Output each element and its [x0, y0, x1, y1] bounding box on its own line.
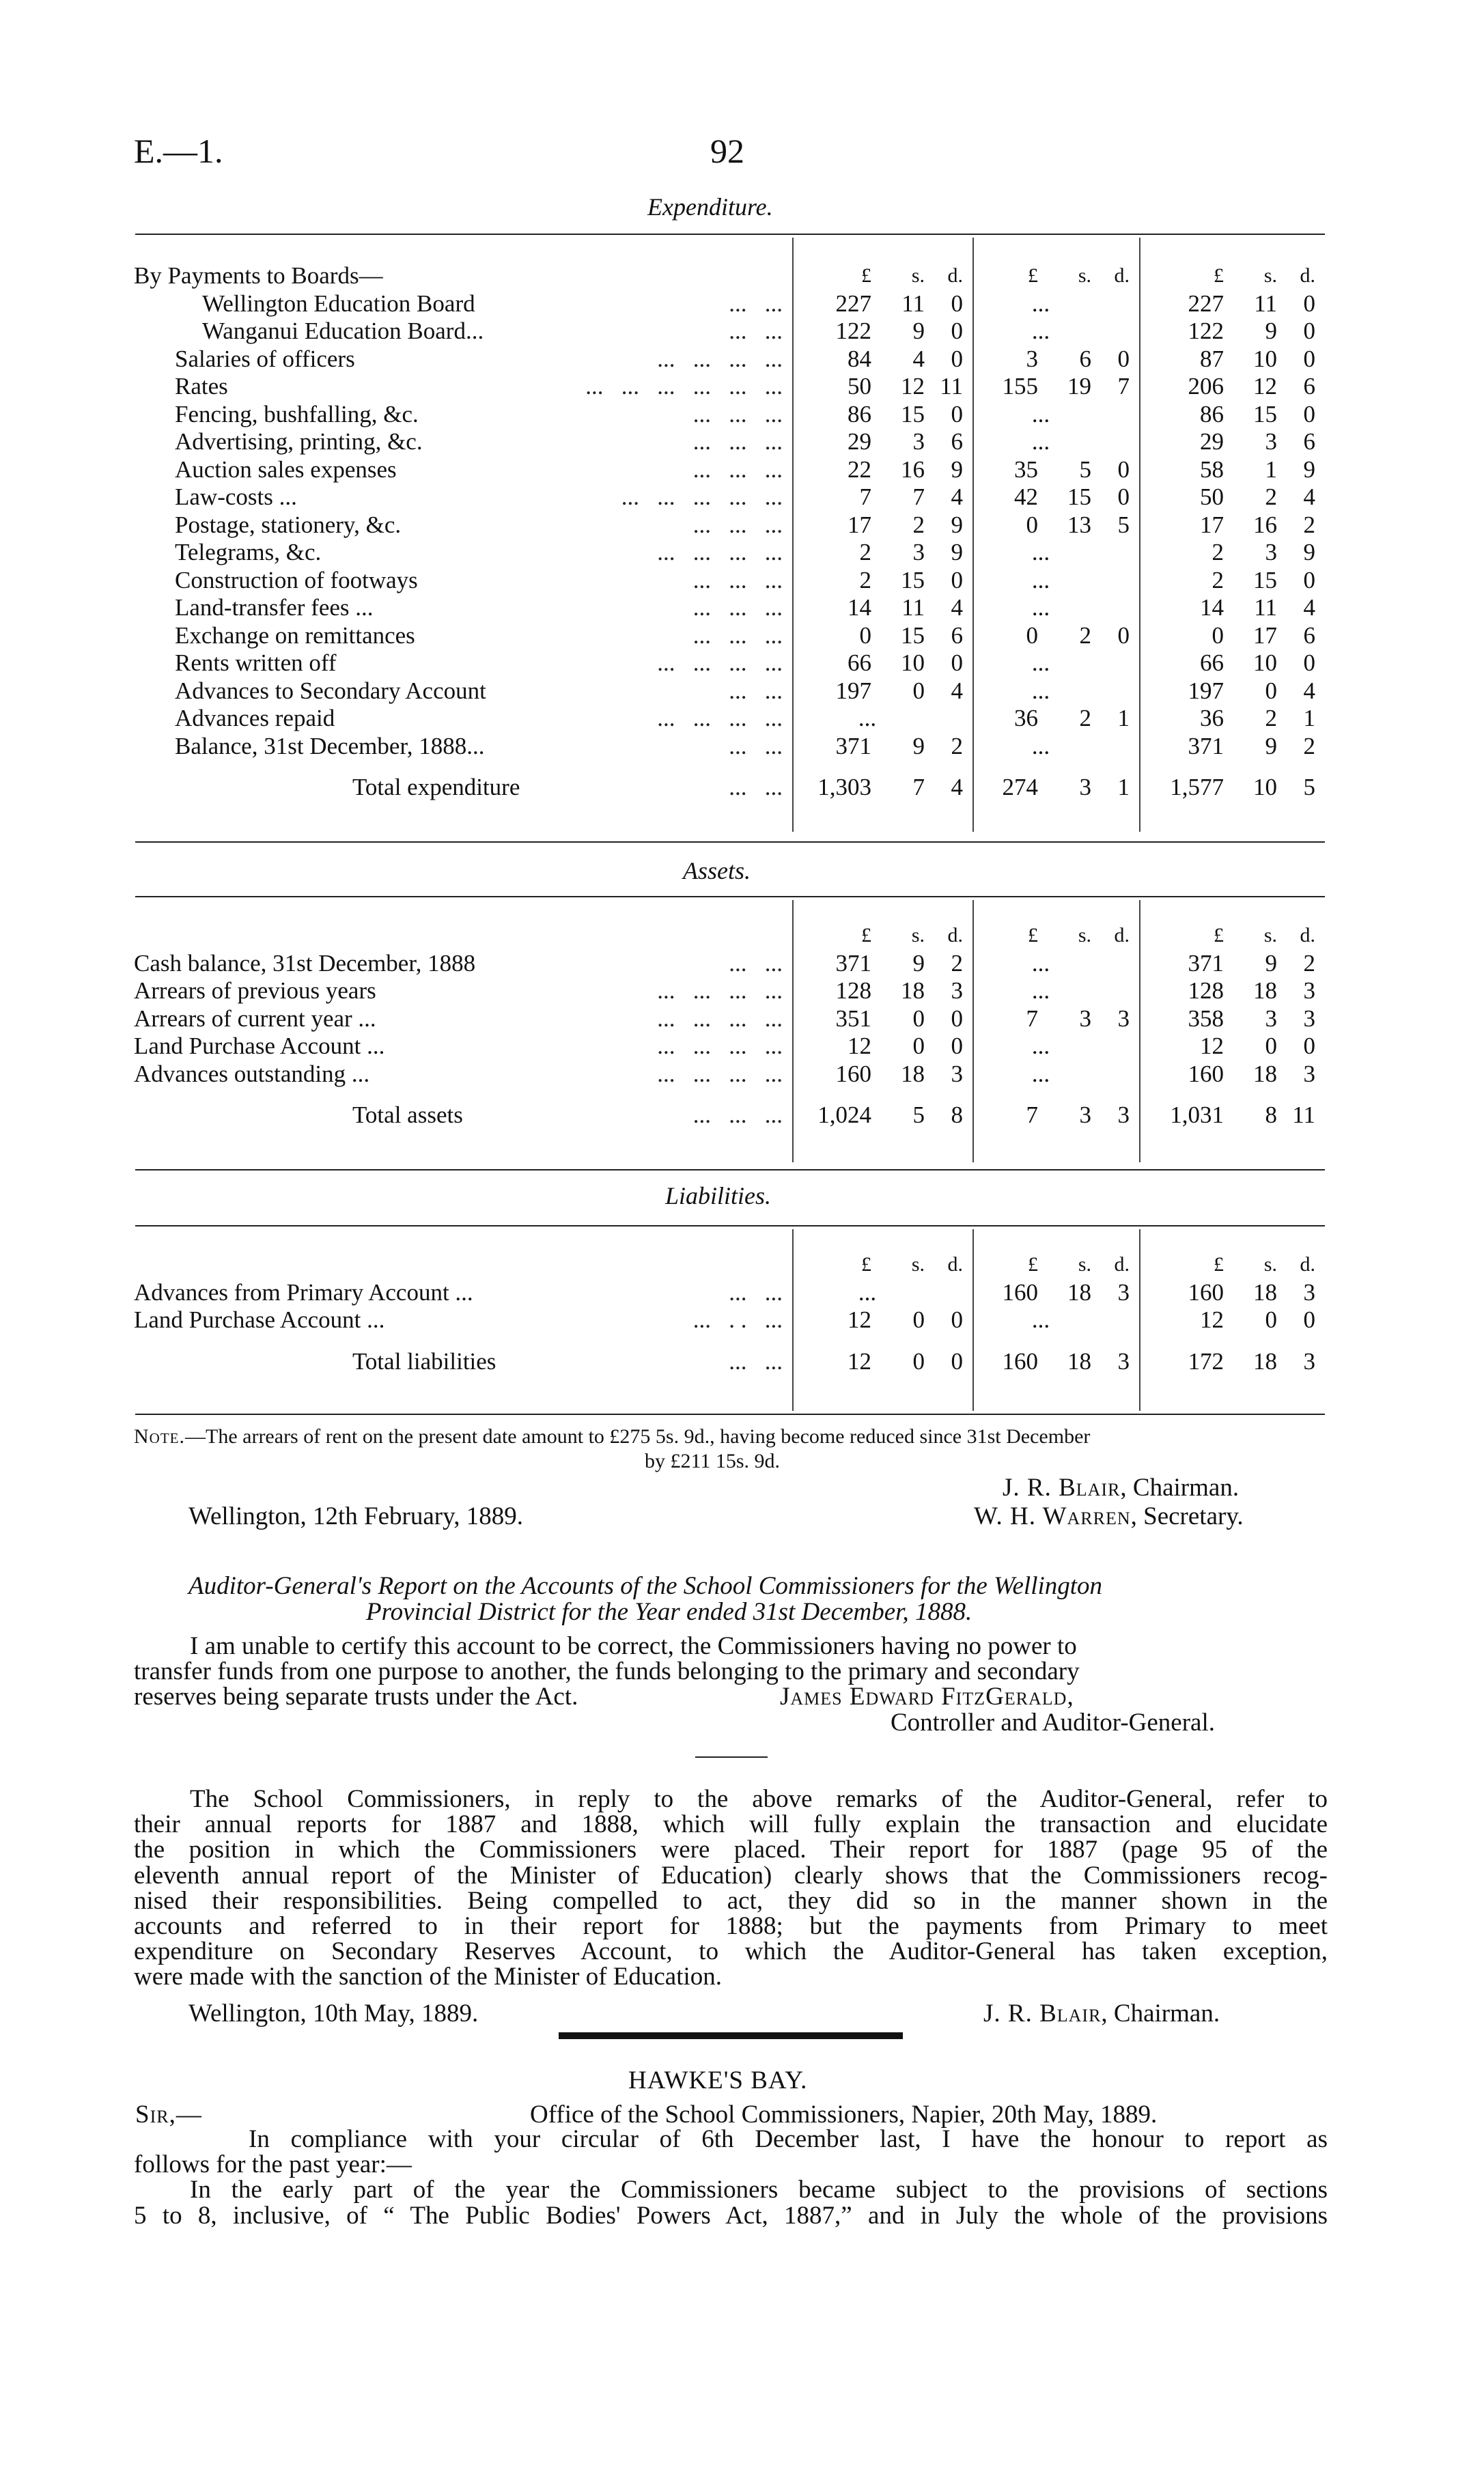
amount-cell: 122 9 0	[1188, 318, 1315, 344]
expenditure-bottom-rule	[135, 841, 1325, 843]
currency-header: £ s. d.	[1028, 1253, 1130, 1276]
row-label: Land-transfer fees ... ... ... ...	[175, 594, 783, 621]
reply-paragraph	[134, 1786, 1328, 1990]
amount-cell: 50 2 4	[1200, 483, 1315, 510]
table-row	[134, 733, 1325, 761]
total-amount-cell: 12 0 0	[848, 1347, 963, 1375]
row-label: Rates ... ... ... ... ... ...	[175, 373, 783, 399]
assets-title: Assets.	[683, 857, 751, 884]
assets-top-rule	[135, 896, 1325, 897]
paragraph-line: follows for the past year:—	[134, 2150, 412, 2179]
row-label: Balance, 31st December, 1888... ... ...	[175, 732, 783, 759]
row-label: Advances repaid ... ... ... ...	[175, 705, 783, 731]
expenditure-top-rule	[135, 234, 1325, 235]
amount-cell: 227 11 0	[835, 290, 963, 317]
row-label: Exchange on remittances ... ... ...	[175, 621, 783, 649]
amount-cell: ...	[1031, 649, 1050, 676]
row-label: Advertising, printing, &c. ... ... ...	[175, 428, 783, 455]
amount-cell: 0 15 6	[859, 621, 963, 649]
total-amount-cell: 7 3 3	[1026, 1102, 1130, 1128]
amount-cell: 35 5 0	[1014, 455, 1130, 483]
paragraph-line: The School Commissioners, in reply to the above remarks of the Auditor-General, refer to	[190, 1785, 1328, 1813]
table-row	[134, 401, 1325, 429]
column-header-row	[134, 262, 1325, 290]
table-row	[134, 1005, 1325, 1033]
table-row	[134, 1033, 1325, 1061]
paragraph-line: the position in which the Commissioners were placed. Their report for 1887 (page 95 of the	[134, 1836, 1328, 1864]
row-label: Cash balance, 31st December, 1888 ... ...	[134, 949, 783, 977]
paragraph-line: were made with the sanction of the Minister of Education.	[134, 1963, 723, 1991]
row-label: Fencing, bushfalling, &c. ... ... ...	[175, 400, 783, 427]
row-label: Advances outstanding ... ... ... ... ...	[134, 1060, 783, 1087]
amount-cell: 2 3 9	[1212, 539, 1315, 565]
amount-cell: ...	[1031, 290, 1050, 317]
table-row	[134, 428, 1325, 456]
reply-signer: J. R. Blair	[983, 2000, 1102, 2028]
paragraph-line: eleventh annual report of the Minister of Education) clearly shows that the Commissioners recog-	[134, 1861, 1328, 1890]
row-label: Land Purchase Account ... ... . . ...	[134, 1306, 783, 1333]
row-label: Advances to Secondary Account ... ...	[175, 677, 783, 704]
section-lead-label: By Payments to Boards—	[134, 262, 383, 289]
amount-cell: 358 3 3	[1188, 1005, 1315, 1032]
currency-header: £ s. d.	[861, 264, 963, 287]
table-row	[134, 622, 1325, 650]
amount-cell: 42 15 0	[1014, 483, 1130, 510]
paragraph-line: accounts and referred to in their report for 1888; but the payments from Primary to meet	[134, 1912, 1328, 1941]
liabilities-table	[134, 1251, 1325, 1389]
table-row	[134, 539, 1325, 567]
auditor-line: reserves being separate trusts under the Act.	[134, 1683, 578, 1711]
signoff-place-date: Wellington, 12th February, 1889.	[188, 1502, 523, 1530]
amount-cell: 12 0 0	[848, 1033, 963, 1059]
table-row	[134, 1061, 1325, 1089]
amount-cell: 122 9 0	[835, 318, 963, 344]
amount-cell: 50 12 11	[848, 373, 963, 399]
currency-header: £ s. d.	[861, 1253, 963, 1276]
expenditure-table	[134, 262, 1325, 815]
auditor-line: transfer funds from one purpose to another, the funds belonging to the primary and secondary	[134, 1657, 1080, 1686]
total-amount-cell: 160 18 3	[1002, 1347, 1130, 1375]
secretary-name: W. H. Warren	[974, 1502, 1131, 1530]
amount-cell: 17 2 9	[848, 511, 963, 538]
amount-cell: 14 11 4	[1200, 594, 1315, 621]
row-label: Total assets ... ... ...	[352, 1102, 783, 1128]
amount-cell: ...	[1031, 977, 1050, 1004]
footnote	[134, 1425, 1326, 1474]
amount-cell: 206 12 6	[1188, 373, 1315, 399]
chairman-name: J. R. Blair	[1003, 1474, 1121, 1502]
amount-cell: 12 0 0	[1200, 1306, 1315, 1333]
reply-signer-title: , Chairman.	[1101, 2000, 1220, 2028]
amount-cell: ...	[1031, 1306, 1050, 1333]
reply-signature	[983, 2001, 1220, 2026]
amount-cell: 155 19 7	[1002, 373, 1130, 399]
table-row	[134, 677, 1325, 705]
column-header-row	[134, 1251, 1325, 1279]
row-label: Arrears of current year ... ... ... ... ...	[134, 1005, 783, 1032]
table-row	[134, 456, 1325, 484]
auditor-line: I am unable to certify this account to be correct, the Commissioners having no power to	[190, 1632, 1077, 1660]
office-address: Office of the School Commissioners, Napier, 20th May, 1889.	[530, 2101, 1158, 2129]
amount-cell: 3 6 0	[1026, 345, 1130, 372]
liabilities-bottom-rule	[135, 1414, 1325, 1415]
table-row	[134, 346, 1325, 374]
salutation: Sir,—	[135, 2101, 202, 2129]
row-label: Rents written off ... ... ... ...	[175, 649, 783, 676]
amount-cell: 12 0 0	[1200, 1033, 1315, 1059]
currency-header: £ s. d.	[1028, 924, 1130, 946]
amount-cell: ...	[1031, 1033, 1050, 1059]
amount-cell: 29 3 6	[848, 428, 963, 455]
total-row	[134, 1334, 1325, 1389]
amount-cell: 0 17 6	[1212, 621, 1315, 649]
row-label: Law-costs ... ... ... ... ... ...	[175, 483, 783, 510]
paragraph-line: 5 to 8, inclusive, of “ The Public Bodies' Powers Act, 1887,” and in July the whole of the provisions	[134, 2201, 1328, 2230]
document-reference: E.—1.	[134, 132, 223, 170]
note-lead: Note.	[134, 1425, 185, 1448]
currency-header: £ s. d.	[1214, 924, 1315, 946]
amount-cell: 29 3 6	[1200, 428, 1315, 455]
row-label: Land Purchase Account ... ... ... ... ...	[134, 1033, 783, 1059]
table-row	[134, 950, 1325, 978]
paragraph-line: expenditure on Secondary Reserves Account, to which the Auditor-General has taken exception,	[134, 1937, 1328, 1966]
liabilities-top-rule	[135, 1225, 1325, 1226]
amount-cell: 128 18 3	[1188, 977, 1315, 1004]
amount-cell: 14 11 4	[848, 594, 963, 621]
amount-cell: ...	[1031, 594, 1050, 621]
row-label: Wanganui Education Board... ... ...	[202, 318, 783, 344]
amount-cell: 66 10 0	[1200, 649, 1315, 676]
row-label: Postage, stationery, &c. ... ... ...	[175, 511, 783, 538]
table-row	[134, 567, 1325, 595]
amount-cell: 2 15 0	[1212, 566, 1315, 593]
row-label: Telegrams, &c. ... ... ... ...	[175, 539, 783, 565]
amount-cell: ...	[1031, 400, 1050, 427]
amount-cell: 197 0 4	[835, 677, 963, 704]
currency-header: £ s. d.	[1214, 1253, 1315, 1276]
currency-header: £ s. d.	[861, 924, 963, 946]
row-label: Construction of footways ... ... ...	[175, 566, 783, 593]
amount-cell: 36 2 1	[1200, 705, 1315, 731]
amount-cell: 0 13 5	[1026, 511, 1130, 538]
paragraph-line: nised their responsibilities. Being compelled to act, they did so in the manner shown in the	[134, 1886, 1328, 1915]
amount-cell: 87 10 0	[1200, 345, 1315, 372]
amount-cell: 17 16 2	[1200, 511, 1315, 538]
table-row	[134, 290, 1325, 318]
amount-cell: 66 10 0	[848, 649, 963, 676]
paragraph-line: In the early part of the year the Commissioners became subject to the provisions of sections	[190, 2176, 1328, 2204]
currency-header: £ s. d.	[1214, 264, 1315, 287]
amount-cell: 351 0 0	[835, 1005, 963, 1032]
chairman-signature	[1003, 1475, 1239, 1500]
amount-cell: 160 18 3	[1188, 1060, 1315, 1087]
amount-cell: 86 15 0	[848, 400, 963, 427]
table-row	[134, 373, 1325, 401]
auditor-heading-line-2: Provincial District for the Year ended 31st December, 1888.	[366, 1598, 972, 1626]
amount-cell: ...	[1031, 566, 1050, 593]
total-row	[134, 760, 1325, 815]
amount-cell: ...	[1031, 677, 1050, 704]
table-row	[134, 511, 1325, 539]
amount-cell: ...	[1031, 318, 1050, 344]
amount-cell: ...	[858, 705, 877, 731]
row-label: Advances from Primary Account ... ... ...	[134, 1278, 783, 1306]
total-amount-cell: 1,031 8 11	[1170, 1102, 1315, 1128]
liabilities-title: Liabilities.	[665, 1182, 772, 1209]
reply-place-date: Wellington, 10th May, 1889.	[188, 2000, 479, 2028]
assets-bottom-rule	[135, 1169, 1325, 1170]
amount-cell: ...	[1031, 539, 1050, 565]
amount-cell: 84 4 0	[848, 345, 963, 372]
auditor-signer-title: Controller and Auditor-General.	[891, 1708, 1215, 1737]
assets-table	[134, 922, 1325, 1142]
amount-cell: 0 2 0	[1026, 621, 1130, 649]
table-row	[134, 594, 1325, 622]
total-amount-cell: 172 18 3	[1188, 1347, 1315, 1375]
amount-cell: ...	[1031, 428, 1050, 455]
table-row	[134, 1306, 1325, 1334]
note-text: —The arrears of rent on the present date amount to £275 5s. 9d., having become reduced since 31st December	[185, 1425, 1091, 1448]
table-row	[134, 977, 1325, 1005]
paragraph-line: In compliance with your circular of 6th December last, I have the honour to report as	[249, 2125, 1328, 2153]
amount-cell: 128 18 3	[835, 977, 963, 1004]
total-amount-cell: 1,577 10 5	[1170, 774, 1315, 800]
table-row	[134, 1279, 1325, 1307]
table-row	[134, 705, 1325, 733]
amount-cell: 160 18 3	[835, 1060, 963, 1087]
amount-cell: 160 18 3	[1002, 1278, 1130, 1306]
amount-cell: 371 9 2	[1188, 949, 1315, 977]
table-row	[134, 649, 1325, 677]
paragraph-line: their annual reports for 1887 and 1888, which will fully explain the transaction and elucidate	[134, 1810, 1328, 1839]
section-divider	[695, 1756, 768, 1758]
row-label: Salaries of officers ... ... ... ...	[175, 345, 783, 372]
row-label: Auction sales expenses ... ... ...	[175, 455, 783, 483]
secretary-title: , Secretary.	[1130, 1502, 1244, 1530]
section-rule	[559, 2032, 903, 2039]
amount-cell: ...	[858, 1278, 877, 1306]
expenditure-title: Expenditure.	[647, 193, 773, 221]
note-line-2: by £211 15s. 9d.	[645, 1450, 781, 1472]
total-amount-cell: 274 3 1	[1002, 774, 1130, 800]
page-number: 92	[710, 132, 744, 170]
amount-cell: 2 15 0	[859, 566, 963, 593]
amount-cell: 160 18 3	[1188, 1278, 1315, 1306]
amount-cell: 197 0 4	[1188, 677, 1315, 704]
table-row	[134, 483, 1325, 511]
amount-cell: ...	[1031, 949, 1050, 977]
hawkes-bay-heading: HAWKE'S BAY.	[628, 2066, 808, 2094]
amount-cell: 371 9 2	[1188, 732, 1315, 759]
amount-cell: 371 9 2	[835, 949, 963, 977]
chairman-title: , Chairman.	[1120, 1474, 1240, 1502]
amount-cell: 2 3 9	[859, 539, 963, 565]
amount-cell: ...	[1031, 1060, 1050, 1087]
amount-cell: 58 1 9	[1200, 455, 1315, 483]
amount-cell: 36 2 1	[1014, 705, 1130, 731]
total-row	[134, 1088, 1325, 1142]
secretary-signature	[974, 1504, 1244, 1529]
amount-cell: 22 16 9	[848, 455, 963, 483]
auditor-paragraph	[134, 1633, 1328, 1735]
amount-cell: 12 0 0	[848, 1306, 963, 1333]
row-label: Wellington Education Board ... ...	[202, 290, 783, 317]
row-label: Total expenditure ... ...	[352, 774, 783, 800]
auditor-signer: James Edward FitzGerald,	[780, 1683, 1074, 1711]
column-header-row	[134, 922, 1325, 950]
table-row	[134, 318, 1325, 346]
amount-cell: ...	[1031, 732, 1050, 759]
hawkes-bay-paragraph	[134, 2127, 1328, 2228]
total-amount-cell: 1,024 5 8	[817, 1102, 963, 1128]
currency-header: £ s. d.	[1028, 264, 1130, 287]
total-amount-cell: 1,303 7 4	[817, 774, 963, 800]
amount-cell: 371 9 2	[835, 732, 963, 759]
row-label: Total liabilities ... ...	[352, 1347, 783, 1375]
row-label: Arrears of previous years ... ... ... ...	[134, 977, 783, 1004]
amount-cell: 86 15 0	[1200, 400, 1315, 427]
auditor-heading-line-1: Auditor-General's Report on the Accounts of the School Commissioners for the Wellington	[188, 1572, 1103, 1600]
amount-cell: 227 11 0	[1188, 290, 1315, 317]
amount-cell: 7 7 4	[859, 483, 963, 510]
amount-cell: 7 3 3	[1026, 1005, 1130, 1032]
